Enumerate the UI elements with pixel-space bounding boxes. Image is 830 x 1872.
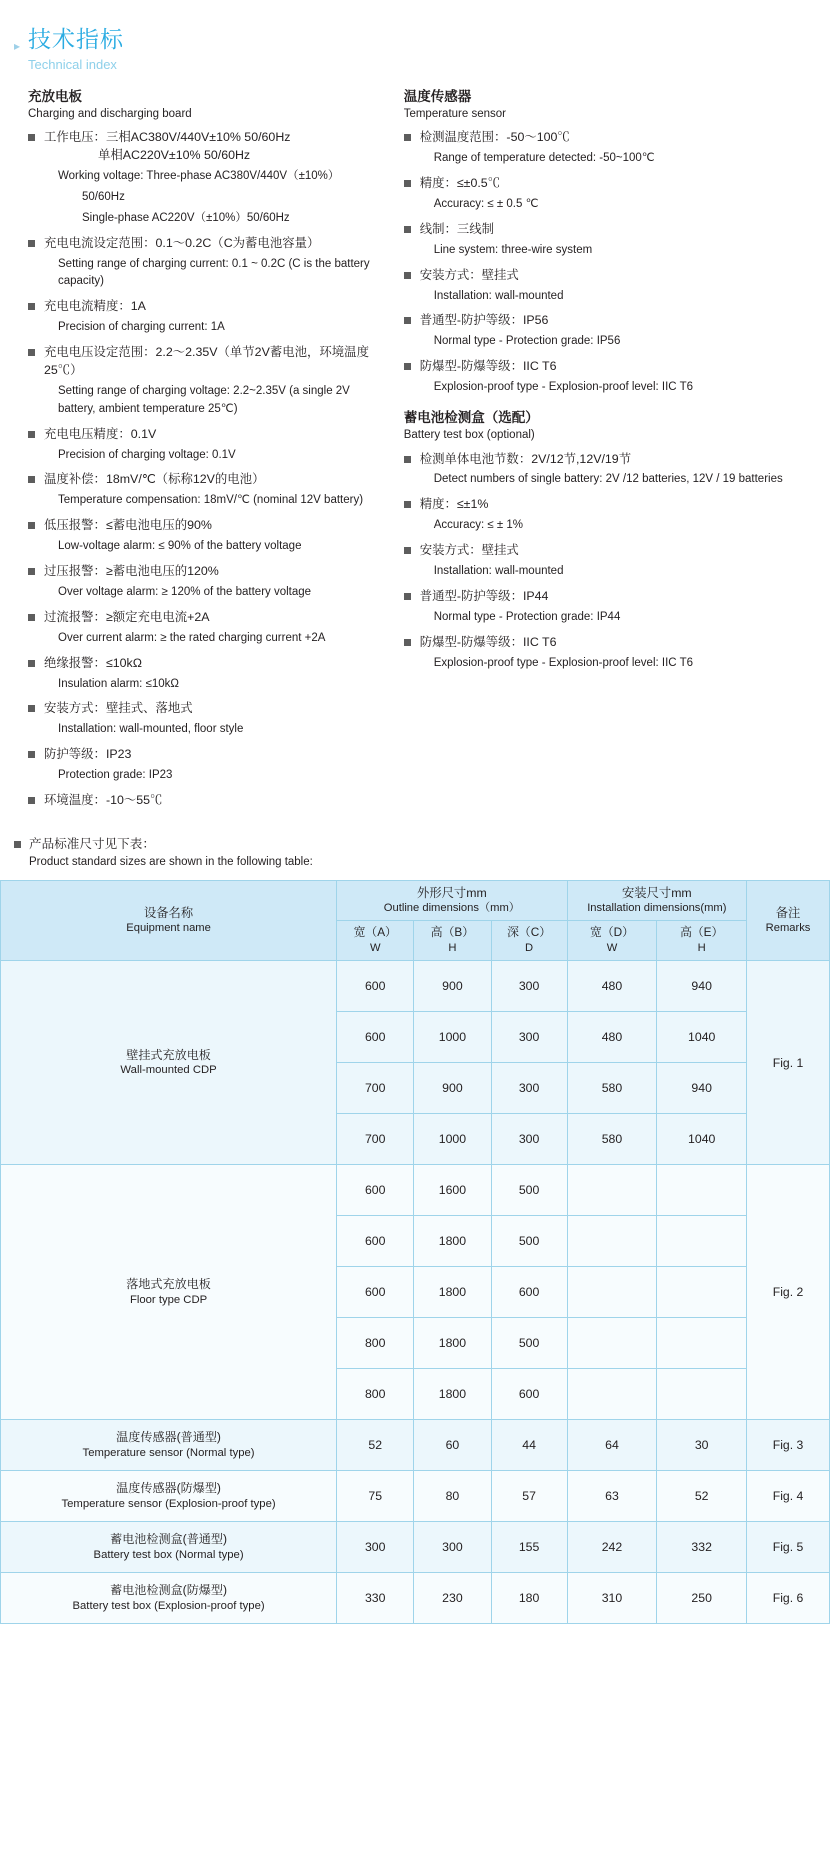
spec-line-en: Detect numbers of single battery: 2V /12 batteries, 12V / 19 batteries: [433, 473, 783, 486]
cell-width-d: 580: [567, 1063, 657, 1114]
th-outline-en: Outline dimensions（mm）: [383, 902, 520, 915]
th-equipment-cn: 设备名称: [143, 905, 194, 920]
list-item: [28, 471, 378, 510]
table-intro: [0, 817, 830, 880]
page-header: [0, 0, 830, 74]
spec-text-cn: 绝缘报警：≤10kΩ: [44, 655, 142, 670]
square-bullet-icon: [404, 134, 411, 141]
table-header: [1, 880, 830, 961]
th-width-d-en: W: [606, 942, 618, 955]
cell-name-en: Wall-mounted CDP: [120, 1064, 217, 1077]
spec-text-cn: 安装方式：壁挂式: [419, 267, 519, 282]
cell-depth-c: 300: [491, 961, 567, 1012]
spec-text-cn: 低压报警：≤蓄电池电压的90%: [44, 518, 212, 533]
spec-list: [404, 129, 812, 397]
spec-text-cn: 检测温度范围：-50～100℃: [419, 130, 570, 145]
spec-line-en: Over current alarm: ≥ the rated charging current +2A: [58, 631, 326, 644]
spec-line-en: Insulation alarm: ≤10kΩ: [58, 677, 180, 690]
list-item: [404, 542, 812, 581]
cell-depth-c: 600: [491, 1267, 567, 1318]
list-item: [404, 588, 812, 627]
group-title-cn: 充放电板: [28, 88, 82, 104]
spec-column-right: [378, 88, 812, 817]
spec-line-en: Setting range of charging voltage: 2.2~2.35V (a single 2V battery, ambient temperature 25℃): [58, 385, 350, 415]
cell-depth-c: 300: [491, 1063, 567, 1114]
cell-depth-c: 44: [491, 1420, 567, 1471]
spec-line-cn: [404, 634, 812, 652]
cell-equipment-name: [1, 1420, 337, 1471]
spec-line-cn: [28, 426, 378, 444]
cell-width-a: 600: [337, 1012, 414, 1063]
spec-line-cn: [404, 496, 812, 514]
cell-width-d: [567, 1216, 657, 1267]
cell-width-a: 75: [337, 1471, 414, 1522]
th-height-b-cn: 高（B）: [430, 925, 475, 940]
th-depth-c-cn: 深（C）: [507, 925, 552, 940]
th-width-d: [567, 921, 657, 961]
cell-width-d: [567, 1267, 657, 1318]
list-item: [28, 298, 378, 337]
spec-text-cn: 充电电压设定范围：2.2～2.35V（单节2V蓄电池，环境温度25℃）: [44, 345, 369, 378]
cell-equipment-name: [1, 1573, 337, 1624]
cell-height-e: [657, 1216, 747, 1267]
cell-height-e: [657, 1165, 747, 1216]
spec-line-cn: [28, 344, 378, 380]
cell-equipment-name: [1, 1471, 337, 1522]
table-intro-en: Product standard sizes are shown in the following table:: [29, 856, 313, 869]
cell-depth-c: 300: [491, 1012, 567, 1063]
spec-line-en: Temperature compensation: 18mV/℃ (nominal 12V battery): [58, 494, 364, 507]
list-item: [404, 634, 812, 673]
square-bullet-icon: [28, 797, 35, 804]
group-title: [404, 88, 812, 123]
spec-line-en: Normal type - Protection grade: IP44: [433, 610, 621, 623]
cell-width-d: 480: [567, 1012, 657, 1063]
spec-line-en: Accuracy: ≤ ± 1%: [433, 519, 524, 532]
cell-depth-c: 57: [491, 1471, 567, 1522]
cell-width-a: 52: [337, 1420, 414, 1471]
spec-text-cn: 安装方式：壁挂式、落地式: [44, 701, 193, 716]
spec-line-en: Precision of charging current: 1A: [58, 321, 225, 334]
spec-text-cn: 工作电压：三相AC380V/440V±10% 50/60Hz: [44, 130, 291, 145]
spec-line-en: Explosion-proof type - Explosion-proof level: IIC T6: [433, 381, 694, 394]
dimensions-table: [0, 880, 830, 1625]
cell-depth-c: 300: [491, 1114, 567, 1165]
page-title-en: Technical index: [28, 56, 117, 72]
square-bullet-icon: [404, 363, 411, 370]
table-row: [1, 1573, 830, 1624]
cell-width-a: 600: [337, 1267, 414, 1318]
spec-line-en: Explosion-proof type - Explosion-proof level: IIC T6: [433, 656, 694, 669]
spec-columns: [0, 74, 830, 817]
list-item: [404, 451, 812, 490]
list-item: [28, 609, 378, 648]
cell-height-e: 332: [657, 1522, 747, 1573]
table-row: [1, 1420, 830, 1471]
th-remarks: [747, 880, 830, 961]
cell-height-e: 940: [657, 961, 747, 1012]
cell-height-e: 52: [657, 1471, 747, 1522]
spec-text-cn: 防爆型-防爆等级：IIC T6: [419, 359, 557, 374]
cell-name-cn: 壁挂式充放电板: [126, 1047, 211, 1062]
cell-name-en: Battery test box (Normal type): [93, 1548, 244, 1561]
spec-column-left: [14, 88, 378, 817]
square-bullet-icon: [404, 317, 411, 324]
spec-line-cn: [404, 312, 812, 330]
cell-name-en: Battery test box (Explosion-proof type): [72, 1599, 265, 1612]
spec-line-cn: [28, 792, 378, 810]
cell-depth-c: 600: [491, 1369, 567, 1420]
square-bullet-icon: [14, 841, 21, 848]
cell-equipment-name: [1, 1165, 337, 1420]
cell-name-cn: 蓄电池检测盒(普通型): [110, 1532, 228, 1547]
cell-depth-c: 155: [491, 1522, 567, 1573]
th-remarks-cn: 备注: [775, 905, 801, 920]
spec-text-cn: 检测单体电池节数：2V/12节,12V/19节: [419, 451, 632, 466]
square-bullet-icon: [404, 226, 411, 233]
cell-height-b: 1800: [414, 1216, 491, 1267]
square-bullet-icon: [404, 593, 411, 600]
square-bullet-icon: [28, 431, 35, 438]
list-item: [28, 344, 378, 419]
cell-height-e: 250: [657, 1573, 747, 1624]
th-height-e-en: H: [697, 942, 706, 955]
list-item: [404, 496, 812, 535]
spec-line-cn: [28, 235, 378, 253]
th-equipment-en: Equipment name: [126, 922, 211, 935]
th-equipment-name: [1, 880, 337, 961]
spec-text-cn: 普通型-防护等级：IP44: [419, 588, 549, 603]
square-bullet-icon: [404, 501, 411, 508]
cell-height-b: 1800: [414, 1369, 491, 1420]
spec-line-en: Installation: wall-mounted: [433, 565, 564, 578]
cell-name-cn: 温度传感器(普通型): [116, 1430, 221, 1445]
group-title-en: Battery test box (optional): [403, 429, 535, 442]
spec-group-battery-test-box: [404, 409, 812, 672]
cell-width-d: 63: [567, 1471, 657, 1522]
cell-height-b: 1000: [414, 1012, 491, 1063]
table-row: [1, 1165, 830, 1216]
spec-list: [404, 451, 812, 673]
list-item: [404, 267, 812, 306]
cell-name-cn: 落地式充放电板: [126, 1277, 211, 1292]
cell-width-a: 600: [337, 961, 414, 1012]
cell-width-d: [567, 1318, 657, 1369]
spec-text-cn: 过流报警：≥额定充电电流+2A: [44, 609, 210, 624]
cell-height-b: 1000: [414, 1114, 491, 1165]
table-intro-text: [29, 835, 313, 872]
spec-text-cn: 安装方式：壁挂式: [419, 543, 519, 558]
spec-line-cn-2: 单相AC220V±10% 50/60Hz: [98, 148, 251, 163]
list-item: [404, 221, 812, 260]
square-bullet-icon: [28, 240, 35, 247]
spec-line-cn: [404, 451, 812, 469]
list-item: [28, 792, 378, 810]
th-remarks-en: Remarks: [765, 922, 811, 935]
spec-line-en: Low-voltage alarm: ≤ 90% of the battery voltage: [58, 540, 302, 553]
spec-text-cn: 过压报警：≥蓄电池电压的120%: [44, 564, 219, 579]
spec-line-en: Accuracy: ≤ ± 0.5 ℃: [433, 198, 539, 211]
th-outline-cn: 外形尺寸mm: [417, 885, 487, 900]
th-height-b: [414, 921, 491, 961]
table-row: [1, 1522, 830, 1573]
list-item: [28, 426, 378, 465]
th-install-en: Installation dimensions(mm): [587, 902, 727, 915]
cell-width-a: 800: [337, 1369, 414, 1420]
cell-width-d: 480: [567, 961, 657, 1012]
table-body: [1, 961, 830, 1624]
spec-group-temperature-sensor: [404, 88, 812, 397]
spec-line-en: Setting range of charging current: 0.1 ~ 0.2C (C is the battery capacity): [58, 257, 370, 288]
th-height-e: [657, 921, 747, 961]
spec-text-cn: 环境温度：-10～55℃: [44, 793, 163, 808]
spec-line-cn: [28, 517, 378, 535]
cell-width-a: 800: [337, 1318, 414, 1369]
square-bullet-icon: [404, 180, 411, 187]
list-item: [404, 312, 812, 351]
list-item: [28, 700, 378, 739]
list-item: [404, 129, 812, 168]
cell-height-e: [657, 1267, 747, 1318]
spec-line-en: Protection grade: IP23: [58, 769, 173, 782]
th-height-b-en: H: [448, 942, 457, 955]
square-bullet-icon: [404, 547, 411, 554]
page-title: [28, 26, 124, 74]
spec-line-cn: [28, 563, 378, 581]
cell-depth-c: 500: [491, 1216, 567, 1267]
spec-line-cn: [404, 129, 812, 147]
th-depth-c-en: D: [525, 942, 534, 955]
cell-height-b: 1600: [414, 1165, 491, 1216]
spec-line-cn: [404, 221, 812, 239]
spec-line-cn: [404, 588, 812, 606]
th-installation-dimensions: [567, 880, 746, 921]
th-height-e-cn: 高（E）: [680, 925, 724, 940]
square-bullet-icon: [28, 614, 35, 621]
th-depth-c: [491, 921, 567, 961]
th-outline-dimensions: [337, 880, 568, 921]
page-title-cn: 技术指标: [28, 26, 125, 52]
list-item: [404, 358, 812, 397]
list-item: [28, 655, 378, 694]
cell-width-d: 242: [567, 1522, 657, 1573]
cell-height-b: 300: [414, 1522, 491, 1573]
cell-width-d: [567, 1165, 657, 1216]
spec-text-cn: 普通型-防护等级：IP56: [419, 313, 549, 328]
list-item: [28, 563, 378, 602]
group-title-en: Charging and discharging board: [28, 108, 192, 120]
cell-width-a: 600: [337, 1165, 414, 1216]
spec-line-en: Range of temperature detected: -50~100℃: [433, 152, 655, 165]
cell-height-e: 1040: [657, 1012, 747, 1063]
spec-line-cn: [28, 700, 378, 718]
cell-width-a: 700: [337, 1063, 414, 1114]
cell-width-d: 310: [567, 1573, 657, 1624]
cell-width-a: 600: [337, 1216, 414, 1267]
square-bullet-icon: [404, 639, 411, 646]
spec-text-cn: 充电电流精度：1A: [44, 299, 146, 314]
th-width-a-cn: 宽（A）: [353, 925, 397, 940]
cell-remark: Fig. 5: [747, 1522, 830, 1573]
spec-text-cn: 温度补偿：18mV/℃（标称12V的电池）: [44, 472, 265, 487]
cell-width-d: [567, 1369, 657, 1420]
cell-height-b: 80: [414, 1471, 491, 1522]
spec-line-cn: [404, 358, 812, 376]
cell-depth-c: 500: [491, 1318, 567, 1369]
square-bullet-icon: [28, 660, 35, 667]
spec-text-cn: 充电电流设定范围：0.1～0.2C（C为蓄电池容量）: [44, 235, 320, 250]
th-install-cn: 安装尺寸mm: [622, 885, 692, 900]
spec-line-cn: [404, 175, 812, 193]
group-title-cn: 蓄电池检测盒（选配）: [403, 410, 539, 426]
group-title-en: Temperature sensor: [403, 108, 506, 120]
cell-width-a: 330: [337, 1573, 414, 1624]
cell-height-b: 1800: [414, 1318, 491, 1369]
square-bullet-icon: [28, 476, 35, 483]
triangle-right-icon: ▸: [14, 39, 21, 53]
cell-remark: Fig. 3: [747, 1420, 830, 1471]
spec-line-en: Installation: wall-mounted: [433, 289, 564, 302]
table-row: [1, 961, 830, 1012]
list-item: [28, 129, 378, 227]
list-item: [28, 235, 378, 292]
group-title-cn: 温度传感器: [403, 88, 472, 104]
spec-line-cn: [28, 746, 378, 764]
spec-line-en: Over voltage alarm: ≥ 120% of the battery voltage: [58, 586, 312, 599]
cell-width-d: 580: [567, 1114, 657, 1165]
spec-text-cn: 防爆型-防爆等级：IIC T6: [419, 634, 557, 649]
cell-width-d: 64: [567, 1420, 657, 1471]
spec-line-cn: [28, 655, 378, 673]
cell-depth-c: 500: [491, 1165, 567, 1216]
square-bullet-icon: [28, 349, 35, 356]
spec-group-charging-board: [28, 88, 378, 810]
cell-remark: Fig. 6: [747, 1573, 830, 1624]
cell-height-b: 900: [414, 1063, 491, 1114]
spec-text-cn: 线制：三线制: [419, 221, 495, 236]
spec-line-cn: [28, 471, 378, 489]
cell-equipment-name: [1, 961, 337, 1165]
square-bullet-icon: [28, 568, 35, 575]
square-bullet-icon: [404, 272, 411, 279]
cell-height-e: 1040: [657, 1114, 747, 1165]
square-bullet-icon: [28, 751, 35, 758]
list-item: [28, 746, 378, 785]
th-width-a-en: W: [369, 942, 381, 955]
spec-text-cn: 精度：≤±0.5℃: [419, 176, 501, 191]
cell-equipment-name: [1, 1522, 337, 1573]
cell-name-cn: 蓄电池检测盒(防爆型): [110, 1583, 228, 1598]
table-row: [1, 1471, 830, 1522]
spec-line-en-3: Single-phase AC220V（±10%）50/60Hz: [82, 211, 290, 224]
cell-remark: Fig. 2: [747, 1165, 830, 1420]
spec-line-en: Working voltage: Three-phase AC380V/440V（±10%）: [58, 170, 340, 183]
cell-height-b: 230: [414, 1573, 491, 1624]
spec-line-en: Precision of charging voltage: 0.1V: [58, 448, 236, 461]
cell-height-b: 60: [414, 1420, 491, 1471]
th-width-a: [337, 921, 414, 961]
table-intro-cn: 产品标准尺寸见下表：: [29, 837, 155, 852]
spec-line-en-2: 50/60Hz: [82, 191, 125, 204]
spec-list: [28, 129, 378, 810]
cell-height-b: 900: [414, 961, 491, 1012]
spec-text-cn: 充电电压精度：0.1V: [44, 426, 157, 441]
table-header-row-1: [1, 880, 830, 921]
spec-line-en: Normal type - Protection grade: IP56: [433, 335, 621, 348]
list-item: [28, 517, 378, 556]
spec-line-en: Line system: three-wire system: [433, 243, 593, 256]
cell-height-e: 30: [657, 1420, 747, 1471]
square-bullet-icon: [404, 456, 411, 463]
cell-width-a: 300: [337, 1522, 414, 1573]
spec-line-cn: [28, 129, 378, 147]
cell-name-en: Temperature sensor (Normal type): [82, 1446, 255, 1459]
spec-text-cn: 防护等级：IP23: [44, 747, 132, 762]
cell-name-cn: 温度传感器(防爆型): [116, 1481, 221, 1496]
list-item: [404, 175, 812, 214]
cell-depth-c: 180: [491, 1573, 567, 1624]
cell-height-e: [657, 1318, 747, 1369]
cell-name-en: Floor type CDP: [129, 1293, 208, 1306]
spec-line-en: Installation: wall-mounted, floor style: [58, 723, 244, 736]
spec-line-cn: [28, 298, 378, 316]
cell-remark: Fig. 4: [747, 1471, 830, 1522]
square-bullet-icon: [28, 522, 35, 529]
spec-text-cn: 精度：≤±1%: [419, 497, 489, 512]
th-width-d-cn: 宽（D）: [590, 925, 634, 940]
cell-width-a: 700: [337, 1114, 414, 1165]
cell-name-en: Temperature sensor (Explosion-proof type): [61, 1497, 276, 1510]
cell-remark: Fig. 1: [747, 961, 830, 1165]
spec-line-cn: [404, 267, 812, 285]
cell-height-b: 1800: [414, 1267, 491, 1318]
cell-height-e: 940: [657, 1063, 747, 1114]
square-bullet-icon: [28, 303, 35, 310]
cell-height-e: [657, 1369, 747, 1420]
square-bullet-icon: [28, 134, 35, 141]
group-title: [28, 88, 378, 123]
group-title: [404, 409, 812, 444]
square-bullet-icon: [28, 705, 35, 712]
spec-line-cn: [28, 609, 378, 627]
spec-line-cn: [404, 542, 812, 560]
